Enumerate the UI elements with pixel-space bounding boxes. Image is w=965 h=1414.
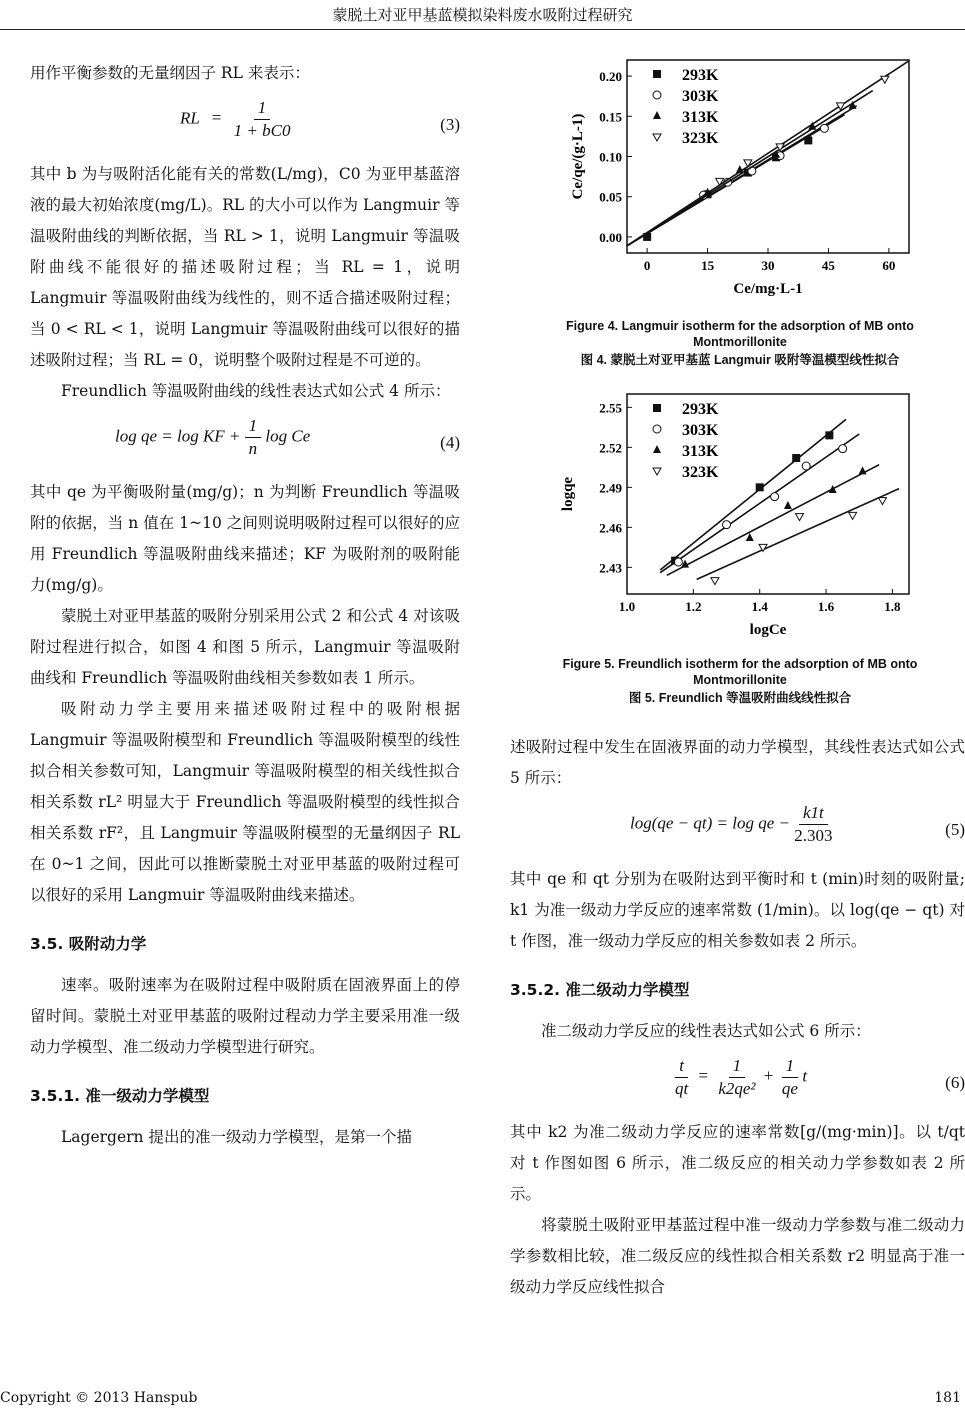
equation-6 bbox=[510, 1047, 965, 1117]
legend-marker-293K bbox=[653, 70, 661, 78]
eq-sign: = bbox=[211, 108, 222, 128]
x-tick-label: 0 bbox=[643, 258, 651, 273]
y-axis-label: Ce/qe/(g·L-1) bbox=[570, 113, 586, 200]
eq-lhs: log(qe − qt) = log qe − bbox=[630, 813, 790, 833]
eq-num: 1 bbox=[729, 1055, 746, 1078]
x-tick-label: 45 bbox=[821, 258, 835, 273]
equation-number: (5) bbox=[945, 820, 965, 839]
eq-num: 1 bbox=[245, 415, 262, 438]
data-point-293K bbox=[825, 431, 833, 439]
y-tick-label: 0.15 bbox=[599, 109, 622, 125]
legend-marker-313K bbox=[653, 111, 661, 119]
paragraph: Lagergern 提出的准一级动力学模型，是第一个描 bbox=[61, 1128, 412, 1146]
legend-label: 293K bbox=[682, 401, 719, 418]
equation-number: (3) bbox=[440, 115, 460, 134]
data-point-313K bbox=[784, 501, 792, 509]
legend-marker-303K bbox=[653, 91, 661, 99]
x-tick-label: 1.6 bbox=[817, 599, 835, 614]
data-point-323K bbox=[796, 514, 804, 521]
data-point-293K bbox=[792, 454, 800, 462]
data-point-323K bbox=[881, 76, 889, 83]
eq-den: qe bbox=[781, 1079, 798, 1098]
x-tick-label: 1.0 bbox=[618, 599, 636, 614]
figure-4-chart bbox=[560, 50, 920, 310]
legend-label: 303K bbox=[682, 88, 719, 105]
fit-line-313K bbox=[667, 465, 879, 576]
eq-num: 1 bbox=[254, 97, 271, 120]
y-axis-label: logqe bbox=[560, 476, 576, 512]
paragraph: 其中 b 为与吸附活化能有关的常数(L/mg)，C0 为亚甲基蓝溶液的最大初始浓度(mg/L)。RL 的大小可以作为 Langmuir 等温吸附曲线的判断依据，当 RL > 1，说明 Langmuir 等温吸附曲线不能很好的描述吸附过程；当 RL = 1，说明 Langmuir 等温吸附曲线为线性的，则不适合描述吸附过程；当 0 < RL < 1，说明 Langmuir 等温吸附曲线可以很好的描述吸附过程；当 RL = 0，说明整个吸附过程是不可逆的。 bbox=[30, 165, 460, 369]
equation-5 bbox=[510, 794, 965, 864]
figure-5-chart bbox=[560, 390, 920, 650]
figure-4-caption-en: Figure 4. Langmuir isotherm for the adsorption of MB onto Montmorillonite bbox=[566, 319, 914, 349]
data-point-323K bbox=[711, 578, 719, 585]
equation-3 bbox=[30, 89, 460, 159]
section-heading: 3.5. 吸附动力学 bbox=[30, 935, 147, 953]
data-point-303K bbox=[802, 462, 810, 470]
data-point-323K bbox=[744, 160, 752, 167]
data-point-323K bbox=[878, 498, 886, 505]
legend-label: 323K bbox=[682, 464, 719, 481]
y-tick-label: 0.10 bbox=[599, 149, 622, 165]
paragraph: Freundlich 等温吸附曲线的线性表达式如公式 4 所示： bbox=[61, 382, 451, 400]
legend-label: 313K bbox=[682, 443, 719, 460]
data-point-303K bbox=[820, 124, 828, 132]
data-point-303K bbox=[839, 445, 847, 453]
x-tick-label: 60 bbox=[882, 258, 896, 273]
eq-fraction bbox=[245, 415, 262, 460]
paragraph: 述吸附过程中发生在固液界面的动力学模型，其线性表达式如公式 5 所示： bbox=[510, 738, 965, 787]
data-point-323K bbox=[716, 178, 724, 185]
legend-label: 313K bbox=[682, 109, 719, 126]
fit-line-323K bbox=[697, 489, 899, 580]
subsection-heading: 3.5.1. 准一级动力学模型 bbox=[30, 1087, 210, 1105]
legend-marker-323K bbox=[653, 468, 661, 475]
equation-number: (6) bbox=[945, 1073, 965, 1092]
paragraph: 其中 qe 为平衡吸附量(mg/g)；n 为判断 Freundlich 等温吸附的依据，当 n 值在 1~10 之间则说明吸附过程可以很好的应用 Freundlich 等温吸附曲线来描述；KF 为吸附剂的吸附能力(mg/g)。 bbox=[30, 483, 460, 594]
paragraph: 准二级动力学反应的线性表达式如公式 6 所示： bbox=[541, 1022, 871, 1040]
header-rule bbox=[0, 29, 965, 30]
eq-fraction bbox=[675, 1055, 688, 1100]
y-tick-label: 0.20 bbox=[599, 69, 622, 85]
subsection-heading: 3.5.2. 准二级动力学模型 bbox=[510, 981, 690, 999]
data-point-313K bbox=[859, 466, 867, 474]
eq-lhs: RL bbox=[180, 108, 200, 128]
eq-lhs: log qe = log KF + bbox=[115, 426, 241, 446]
x-tick-label: 1.4 bbox=[751, 599, 768, 614]
legend-label: 303K bbox=[682, 422, 719, 439]
legend-label: 323K bbox=[682, 130, 719, 147]
eq-rhs: t bbox=[802, 1066, 808, 1086]
eq-num: 1 bbox=[782, 1055, 799, 1078]
eq-fraction bbox=[794, 802, 832, 847]
legend-marker-323K bbox=[653, 134, 661, 141]
paragraph: 速率。吸附速率为在吸附过程中吸附质在固液界面上的停留时间。蒙脱土对亚甲基蓝的吸附过程动力学主要采用准一级动力学模型、准二级动力学模型进行研究。 bbox=[30, 976, 460, 1056]
legend-marker-313K bbox=[653, 445, 661, 453]
fit-line-293K bbox=[660, 419, 846, 570]
paragraph: 其中 k2 为准二级动力学反应的速率常数[g/(mg·min)]。以 t/qt 对 t 作图如图 6 所示，准二级反应的相关动力学参数如表 2 所示。 bbox=[510, 1123, 965, 1203]
equation-4 bbox=[30, 407, 460, 477]
paragraph: 其中 qe 和 qt 分别为在吸附达到平衡时和 t (min)时刻的吸附量; k1 为准一级动力学反应的速率常数 (1/min)。以 log(qe − qt) 对 t 作图，准一级动力学反应的相关参数如表 2 所示。 bbox=[510, 870, 965, 950]
data-point-303K bbox=[674, 558, 682, 566]
eq-sign: + bbox=[763, 1066, 774, 1086]
eq-fraction bbox=[718, 1055, 755, 1100]
data-point-303K bbox=[771, 493, 779, 501]
plot-frame bbox=[627, 394, 909, 594]
paragraph: 将蒙脱土吸附亚甲基蓝过程中准一级动力学参数与准二级动力学参数相比较，准二级反应的线性拟合相关系数 r2 明显高于准一级动力学反应线性拟合 bbox=[510, 1216, 965, 1296]
legend-marker-293K bbox=[653, 404, 661, 412]
x-tick-label: 1.2 bbox=[685, 599, 702, 614]
footer-page-number: 181 bbox=[934, 1390, 961, 1406]
eq-den: k2qe² bbox=[718, 1079, 756, 1098]
eq-den: n bbox=[248, 439, 258, 458]
eq-den: qt bbox=[675, 1079, 689, 1098]
fit-line-323K bbox=[627, 61, 909, 246]
paragraph: 蒙脱土对亚甲基蓝的吸附分别采用公式 2 和公式 4 对该吸附过程进行拟合，如图 4 和图 5 所示，Langmuir 等温吸附曲线和 Freundlich 等温吸附曲线相关参数如表 1 所示。 bbox=[30, 607, 460, 687]
y-tick-label: 0.05 bbox=[599, 189, 622, 205]
y-tick-label: 0.00 bbox=[599, 229, 622, 245]
eq-num: k1t bbox=[799, 802, 828, 825]
paragraph: 用作平衡参数的无量纲因子 RL 来表示： bbox=[30, 64, 310, 82]
legend-marker-303K bbox=[653, 425, 661, 433]
figure-5-caption-cn: 图 5. Freundlich 等温吸附曲线线性拟合 bbox=[628, 691, 852, 705]
equation-number: (4) bbox=[440, 433, 460, 452]
x-axis-label: Ce/mg·L-1 bbox=[733, 281, 803, 297]
running-header: 蒙脱土对亚甲基蓝模拟染料废水吸附过程研究 bbox=[332, 6, 633, 24]
x-tick-label: 15 bbox=[701, 258, 715, 273]
figure-4-caption-cn: 图 4. 蒙脱土对亚甲基蓝 Langmuir 吸附等温模型线性拟合 bbox=[580, 353, 900, 367]
eq-num: t bbox=[675, 1055, 688, 1078]
eq-sign: = bbox=[698, 1066, 709, 1086]
y-tick-label: 2.43 bbox=[599, 560, 622, 576]
x-tick-label: 30 bbox=[761, 258, 775, 273]
y-tick-label: 2.55 bbox=[599, 400, 622, 416]
footer-copyright: Copyright © 2013 Hanspub bbox=[0, 1390, 198, 1406]
data-point-303K bbox=[723, 521, 731, 529]
right-column bbox=[510, 732, 965, 1303]
data-point-323K bbox=[849, 512, 857, 519]
data-point-313K bbox=[829, 485, 837, 493]
data-point-293K bbox=[756, 483, 764, 491]
x-axis-label: logCe bbox=[749, 622, 787, 638]
y-tick-label: 2.46 bbox=[599, 520, 622, 536]
eq-den: 2.303 bbox=[794, 826, 833, 845]
x-tick-label: 1.8 bbox=[884, 599, 901, 614]
eq-rhs: log Ce bbox=[265, 426, 311, 446]
y-tick-label: 2.52 bbox=[599, 440, 622, 456]
paragraph: 吸附动力学主要用来描述吸附过程中的吸附根据 Langmuir 等温吸附模型和 Freundlich 等温吸附模型的线性拟合相关参数可知，Langmuir 等温吸附模型的相关线性拟合相关系数 rL² 明显大于 Freundlich 等温吸附模型的线性拟合相关系数 rF²，且 Langmuir 等温吸附模型的无量纲因子 RL 在 0~1 之间，因此可以推断蒙脱土对亚甲基蓝的吸附过程可以很好的采用 Langmuir 等温吸附曲线来描述。 bbox=[30, 700, 460, 904]
eq-fraction bbox=[234, 97, 291, 142]
figure-5-caption-en: Figure 5. Freundlich isotherm for the adsorption of MB onto Montmorillonite bbox=[562, 657, 918, 687]
legend-label: 293K bbox=[682, 67, 719, 84]
left-column bbox=[30, 58, 460, 1153]
eq-den: 1 + bC0 bbox=[233, 121, 291, 140]
eq-fraction bbox=[782, 1055, 799, 1100]
y-tick-label: 2.49 bbox=[599, 480, 622, 496]
